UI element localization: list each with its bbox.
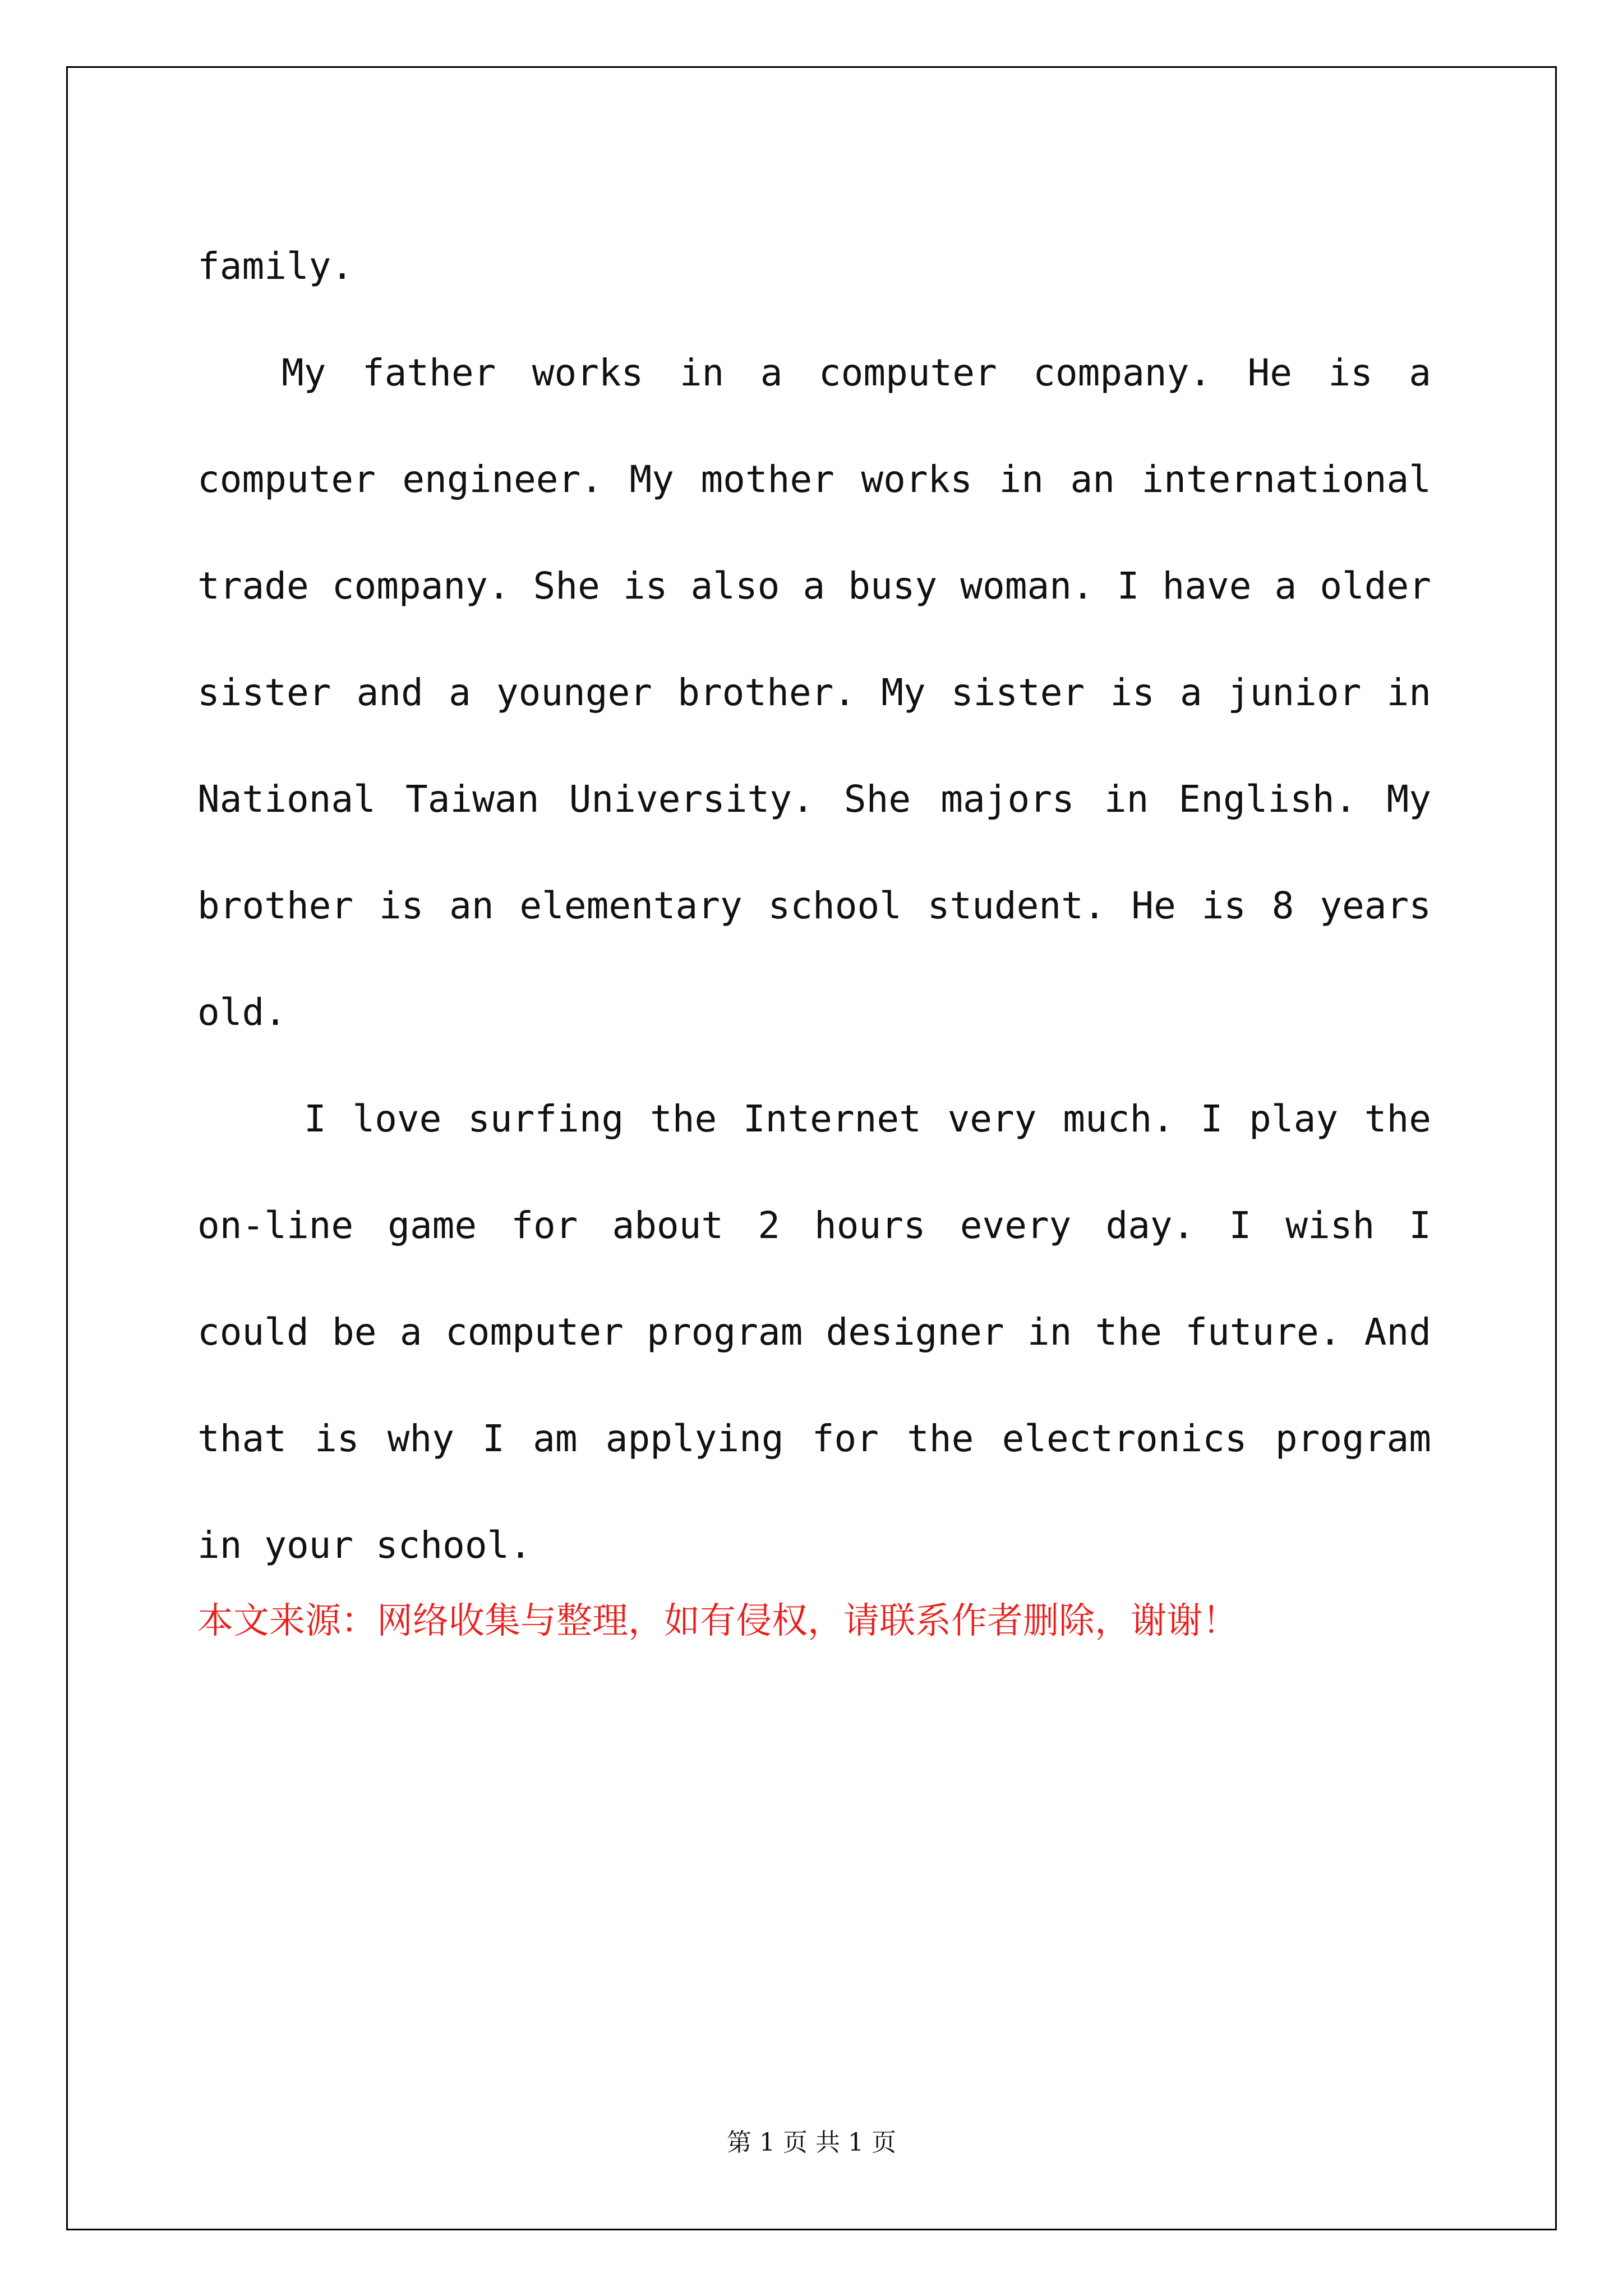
paragraph-hobbies: I love surfing the Internet very much. I play the on-line game for about 2 hours every day. I wish I could be a computer program designer in the future. And that is why I am applying for the electronics program in your school. bbox=[197, 1097, 1431, 1567]
paragraph-continuation: family. bbox=[197, 245, 354, 288]
document-body bbox=[197, 213, 1431, 1599]
paragraph-family: My father works in a computer company. He is a computer engineer. My mother works in an international trade company. She is also a busy woman. I have a older sister and a younger brother. My sister is a junior in National Taiwan University. She majors in English. My brother is an elementary school student. He is 8 years old. bbox=[197, 351, 1431, 1034]
source-notice: 本文来源：网络收集与整理，如有侵权，请联系作者删除，谢谢！ bbox=[197, 1600, 1238, 1642]
page-number-footer: 第 1 页 共 1 页 bbox=[727, 2128, 896, 2157]
